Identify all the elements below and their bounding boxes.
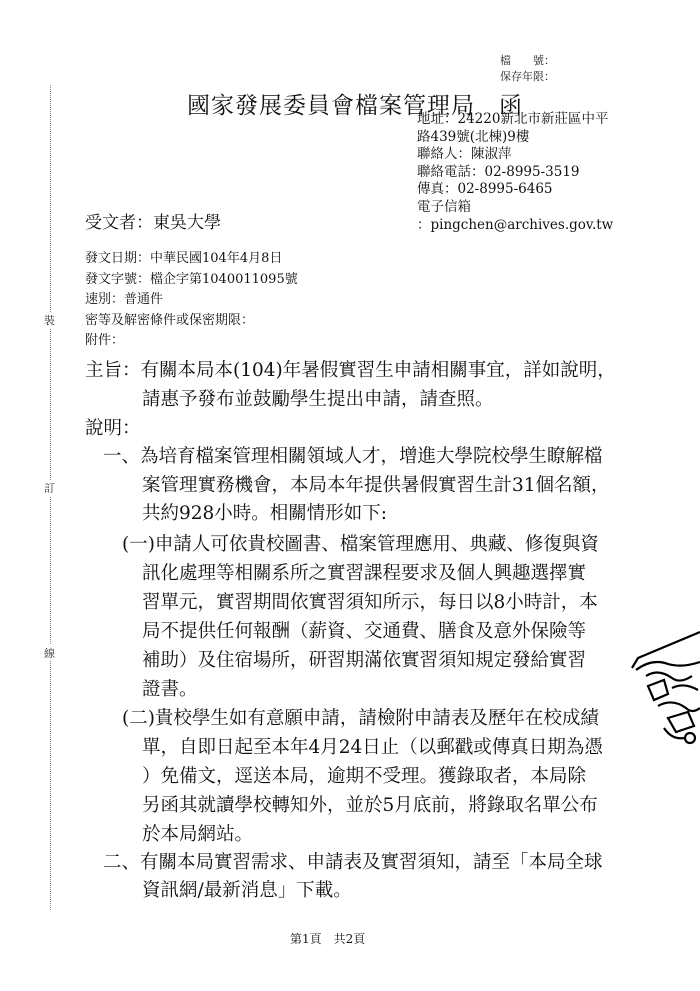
binding-mark-staple: 訂: [44, 482, 55, 495]
sub-item-1-line-3: 習單元，實習期間依實習須知所示，每日以8小時計，本: [142, 592, 598, 613]
contact-phone: 聯絡電話：02-8995-3519: [417, 163, 580, 180]
item-2-line-2: 資訊網/最新消息」下載。: [142, 880, 352, 901]
delivery-speed: 速別：普通件: [85, 292, 164, 307]
sub-item-1-line-5: 補助）及住宿場所，研習期滿依實習須知規定發給實習: [142, 650, 587, 671]
contact-fax: 傳真：02-8995-6465: [417, 181, 553, 198]
sub-item-2-line-4: 另函其就讀學校轉知外，並於5月底前，將錄取名單公布: [142, 795, 598, 816]
email-label: 電子信箱: [417, 198, 471, 215]
item-2-line-1: 二、有關本局實習需求、申請表及實習須知，請至「本局全球: [103, 852, 603, 873]
explanation-label: 說明：: [85, 418, 141, 439]
binding-mark-line: 線: [44, 647, 55, 660]
sub-item-1-line-6: 證書。: [142, 679, 198, 700]
item-1-line-1: 一、為培育檔案管理相關領域人才，增進大學院校學生瞭解檔: [103, 446, 603, 467]
sub-item-2-line-5: 於本局網站。: [142, 824, 254, 845]
contact-block: [417, 111, 617, 234]
seal-stamp-icon: [628, 628, 700, 746]
item-1-line-3: 共約928小時。相關情形如下:: [142, 503, 388, 524]
sub-item-2-line-2: 單，自即日起至本年4月24日止（以郵戳或傳真日期為憑: [142, 737, 603, 758]
binding-mark-bind: 裝: [44, 314, 55, 327]
sub-item-2-line-1: (二)貴校學生如有意願申請，請檢附申請表及歷年在校成績: [122, 708, 599, 729]
retention-period-label: 保存年限：: [500, 70, 555, 83]
issue-date: 發文日期：中華民國104年4月8日: [85, 251, 283, 266]
recipient: 受文者：東吳大學: [85, 213, 221, 233]
address-line-1: 地址：24220新北市新莊區中平: [417, 111, 609, 127]
contact-email: ：pingchen@archives.gov.tw: [417, 216, 614, 233]
document-meta: [85, 249, 298, 352]
item-1-line-2: 案管理實務機會，本局本年提供暑假實習生計31個名額，: [142, 475, 610, 496]
binding-line: [50, 85, 51, 910]
sub-item-1-line-4: 局不提供任何報酬（薪資、交通費、膳食及意外保險等: [142, 621, 587, 642]
address-line-2: 路439號(北棟)9樓: [417, 128, 530, 145]
document-number: 發文字號：檔企字第1040011095號: [85, 271, 298, 287]
subject-line-1: 主旨：有關本局本(104)年暑假實習生申請相關事宜，詳如說明，: [85, 360, 616, 381]
subject-line-2: 請惠予發布並鼓勵學生提出申請，請查照。: [142, 389, 494, 410]
contact-person: 聯絡人：陳淑萍: [417, 146, 512, 163]
secrecy-level: 密等及解密條件或保密期限：: [85, 312, 255, 328]
file-number-label: 檔 號：: [500, 54, 555, 67]
attachment: 附件：: [85, 333, 125, 348]
document-title: 國家發展委員會檔案管理局 函: [187, 93, 523, 119]
sub-item-1-line-2: 訊化處理等相關系所之實習課程要求及個人興趣選擇實: [142, 563, 587, 584]
page-footer: 第1頁 共2頁: [290, 932, 366, 946]
file-info: [500, 53, 555, 85]
sub-item-1-line-1: (一)申請人可依貴校圖書、檔案管理應用、典藏、修復與資: [122, 534, 599, 555]
sub-item-2-line-3: ）免備文，逕送本局，逾期不受理。獲錄取者，本局除: [142, 766, 587, 787]
